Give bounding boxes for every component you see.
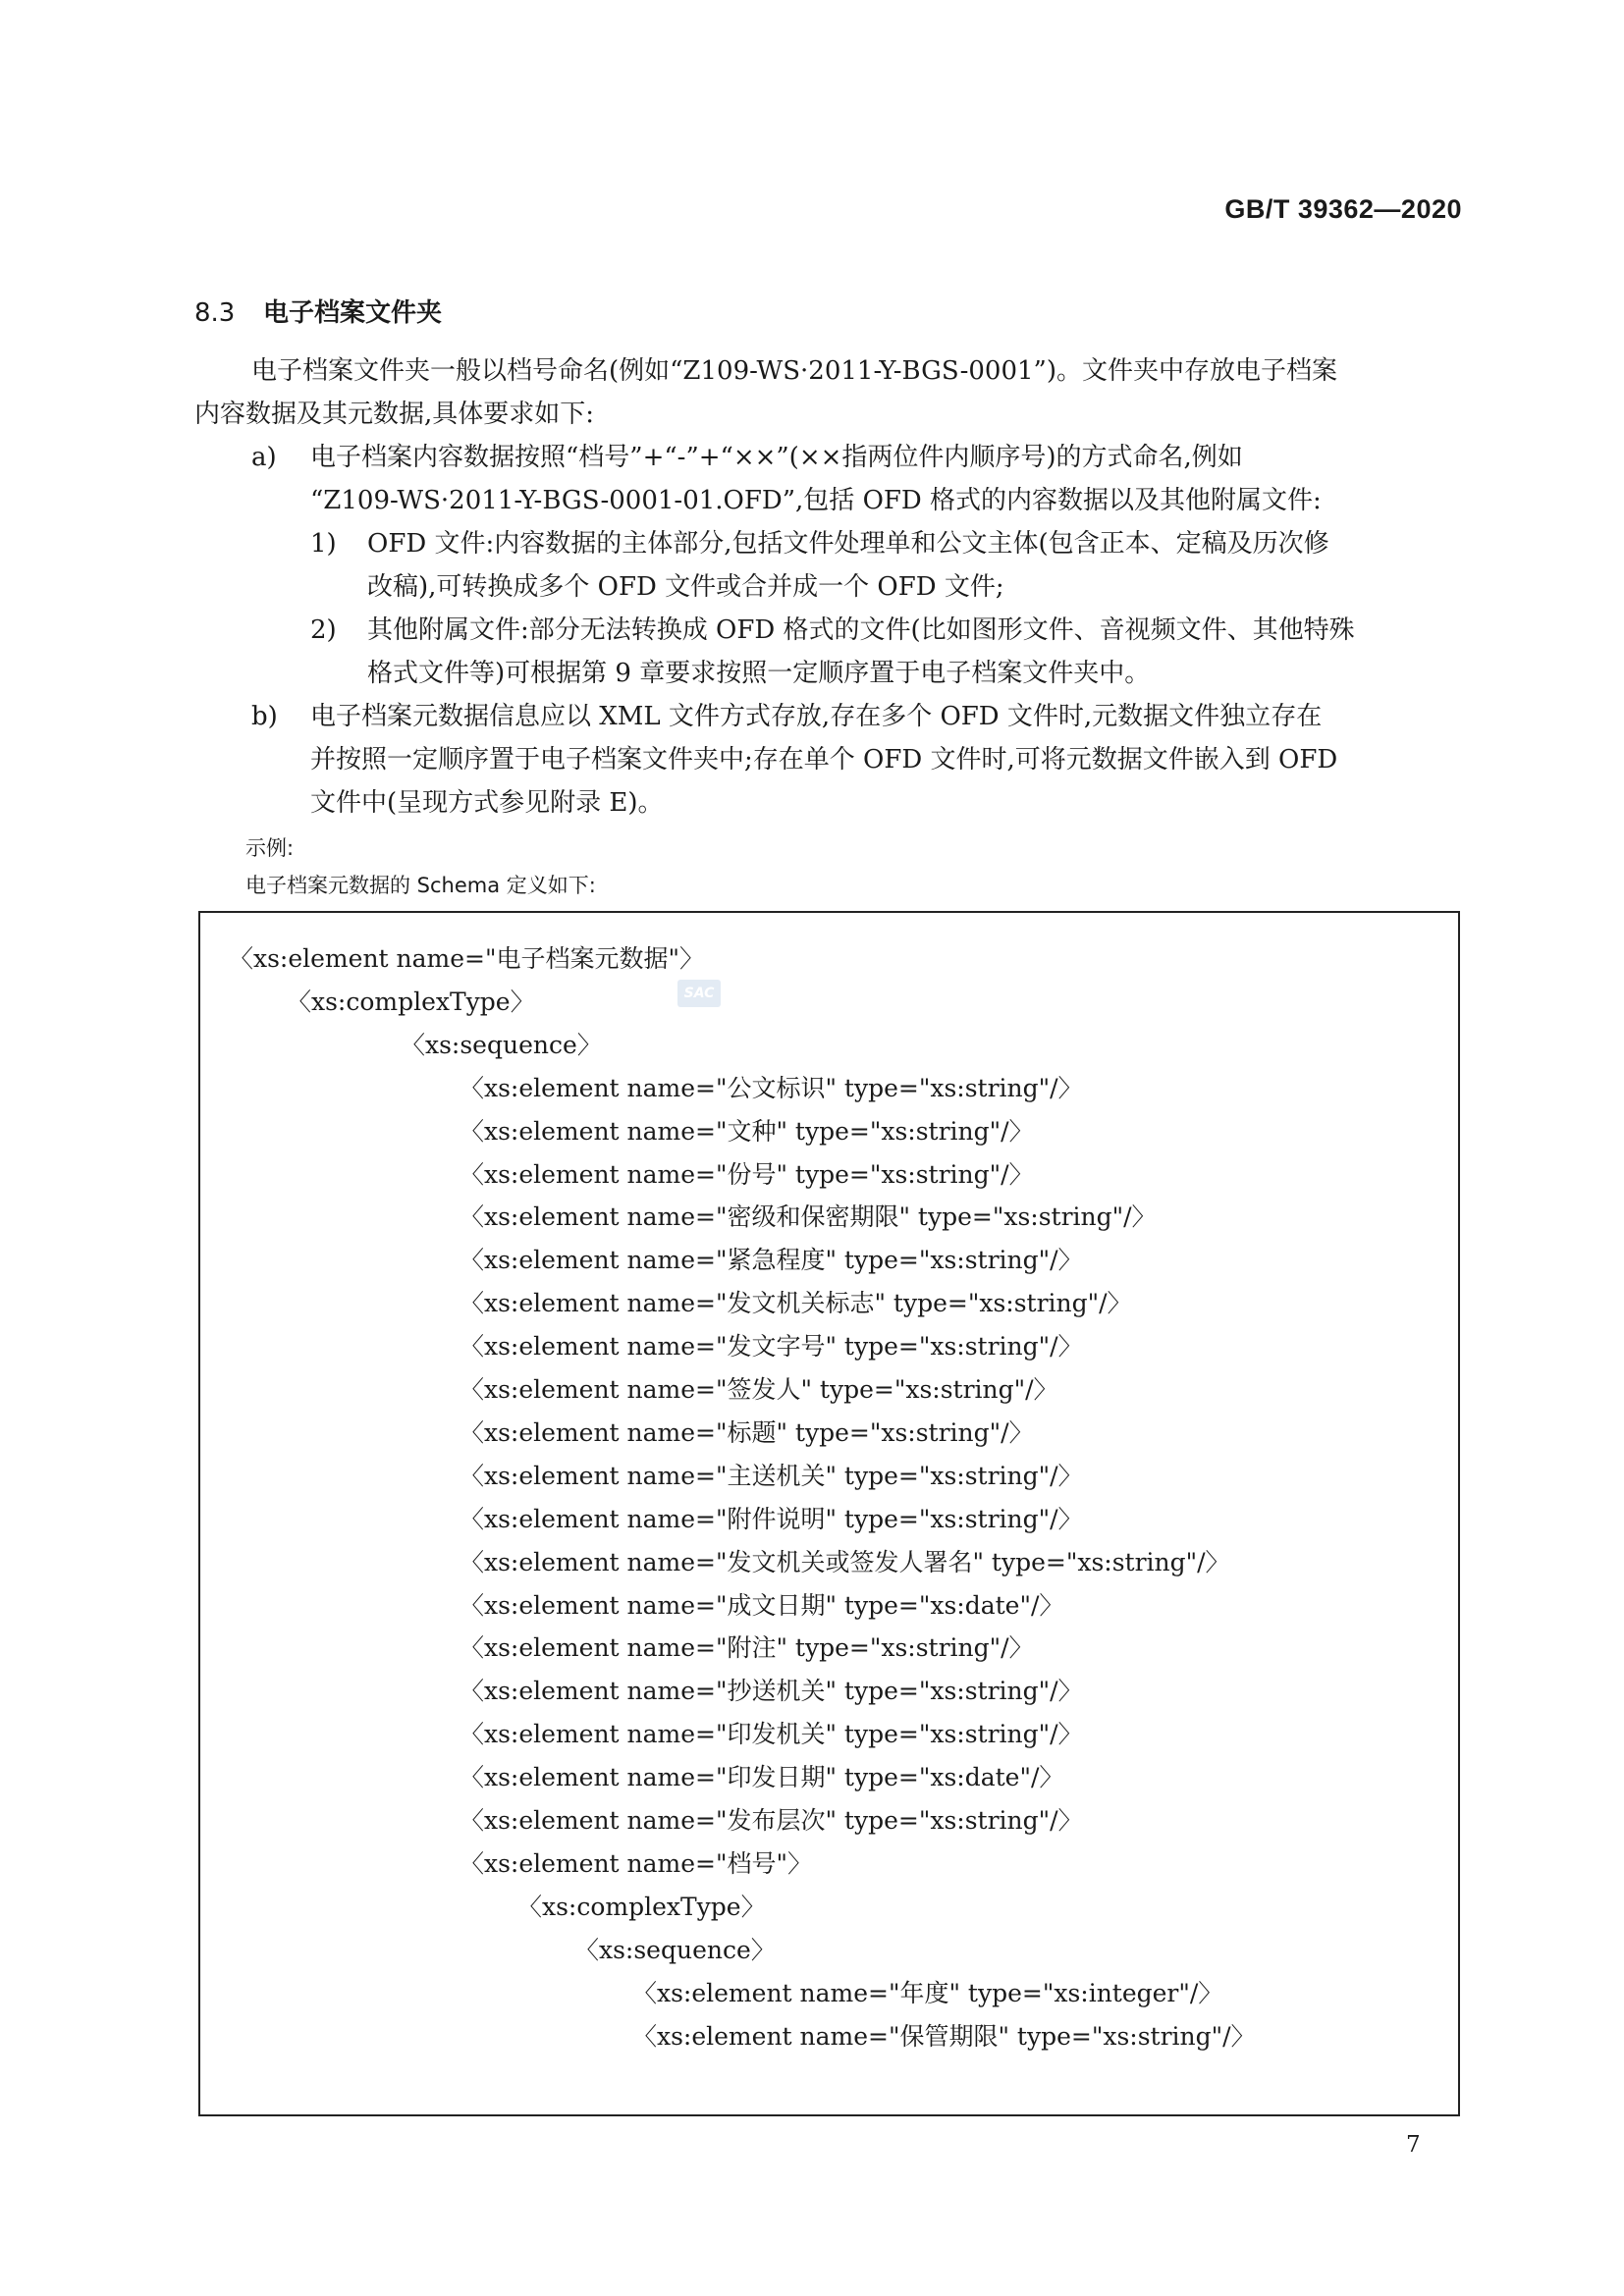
list-item-a1-cont: 改稿),可转换成多个 OFD 文件或合并成一个 OFD 文件; — [367, 572, 1004, 602]
code-line: 〈xs:element name="发文机关或签发人署名" type="xs:string"/〉 — [460, 1548, 1230, 1576]
code-line: 〈xs:sequence〉 — [574, 1936, 776, 1964]
code-line: 〈xs:complexType〉 — [517, 1893, 766, 1921]
code-line: 〈xs:element name="抄送机关" type="xs:string"/〉 — [460, 1677, 1083, 1705]
code-line: 〈xs:element name="公文标识" type="xs:string"/〉 — [460, 1074, 1083, 1102]
code-line: 〈xs:complexType〉 — [287, 988, 535, 1016]
code-line: 〈xs:element name="标题" type="xs:string"/〉 — [460, 1418, 1034, 1447]
code-line: 〈xs:element name="签发人" type="xs:string"/〉 — [460, 1375, 1058, 1404]
list-marker: 1) — [310, 529, 337, 559]
intro-line-1: 电子档案文件夹一般以档号命名(例如“Z109-WS·2011-Y-BGS-0001”)。文件夹中存放电子档案 — [251, 356, 1337, 386]
intro-line-2: 内容数据及其元数据,具体要求如下: — [194, 400, 595, 429]
section-number: 8.3 — [194, 298, 236, 328]
list-text: 其他附属文件:部分无法转换成 OFD 格式的文件(比如图形文件、音视频文件、其他特殊 — [367, 615, 1355, 645]
example-caption: 电子档案元数据的 Schema 定义如下: — [245, 874, 596, 897]
list-text: 电子档案内容数据按照“档号”+“-”+“××”(××指两位件内顺序号)的方式命名,例如 — [310, 443, 1243, 472]
list-marker: a) — [251, 443, 277, 472]
code-line: 〈xs:element name="密级和保密期限" type="xs:string"/〉 — [460, 1202, 1157, 1231]
code-line: 〈xs:element name="电子档案元数据"〉 — [229, 944, 704, 973]
code-line: 〈xs:element name="文种" type="xs:string"/〉 — [460, 1117, 1034, 1146]
code-line: 〈xs:element name="主送机关" type="xs:string"/〉 — [460, 1462, 1083, 1490]
code-line: 〈xs:element name="附注" type="xs:string"/〉 — [460, 1633, 1034, 1662]
code-line: 〈xs:element name="年度" type="xs:integer"/〉 — [632, 1979, 1223, 2007]
list-item-b-cont-2: 文件中(呈现方式参见附录 E)。 — [310, 788, 664, 818]
list-marker: 2) — [310, 615, 337, 645]
code-line: 〈xs:element name="附件说明" type="xs:string"/〉 — [460, 1505, 1083, 1533]
list-text: OFD 文件:内容数据的主体部分,包括文件处理单和公文主体(包含正本、定稿及历次修 — [367, 529, 1329, 559]
section-title: 电子档案文件夹 — [263, 298, 443, 328]
list-text: 电子档案元数据信息应以 XML 文件方式存放,存在多个 OFD 文件时,元数据文件独立存在 — [310, 702, 1323, 731]
code-line: 〈xs:element name="成文日期" type="xs:date"/〉 — [460, 1591, 1064, 1620]
section-heading — [194, 293, 442, 329]
list-item-a-cont: “Z109-WS·2011-Y-BGS-0001-01.OFD”,包括 OFD 格式的内容数据以及其他附属文件: — [310, 486, 1322, 515]
code-line: 〈xs:element name="份号" type="xs:string"/〉 — [460, 1160, 1034, 1189]
code-line: 〈xs:element name="保管期限" type="xs:string"/〉 — [632, 2022, 1256, 2051]
list-marker: b) — [251, 702, 278, 731]
code-line: 〈xs:element name="发文字号" type="xs:string"/〉 — [460, 1332, 1083, 1361]
code-line: 〈xs:element name="档号"〉 — [460, 1849, 812, 1878]
code-line: 〈xs:element name="发文机关标志" type="xs:string"/〉 — [460, 1289, 1132, 1317]
list-item-b-cont-1: 并按照一定顺序置于电子档案文件夹中;存在单个 OFD 文件时,可将元数据文件嵌入到 OFD — [310, 745, 1338, 774]
sac-watermark: SAC — [677, 980, 721, 1007]
code-line: 〈xs:element name="印发日期" type="xs:date"/〉 — [460, 1763, 1064, 1791]
code-line: 〈xs:sequence〉 — [401, 1031, 602, 1059]
page-number: 7 — [1406, 2132, 1421, 2158]
code-line: 〈xs:element name="发布层次" type="xs:string"/〉 — [460, 1806, 1083, 1835]
list-item-a2-cont: 格式文件等)可根据第 9 章要求按照一定顺序置于电子档案文件夹中。 — [367, 659, 1151, 688]
code-line: 〈xs:element name="印发机关" type="xs:string"/〉 — [460, 1720, 1083, 1748]
code-line: 〈xs:element name="紧急程度" type="xs:string"/〉 — [460, 1246, 1083, 1274]
document-code: GB/T 39362—2020 — [1224, 194, 1462, 224]
example-label: 示例: — [245, 836, 295, 860]
